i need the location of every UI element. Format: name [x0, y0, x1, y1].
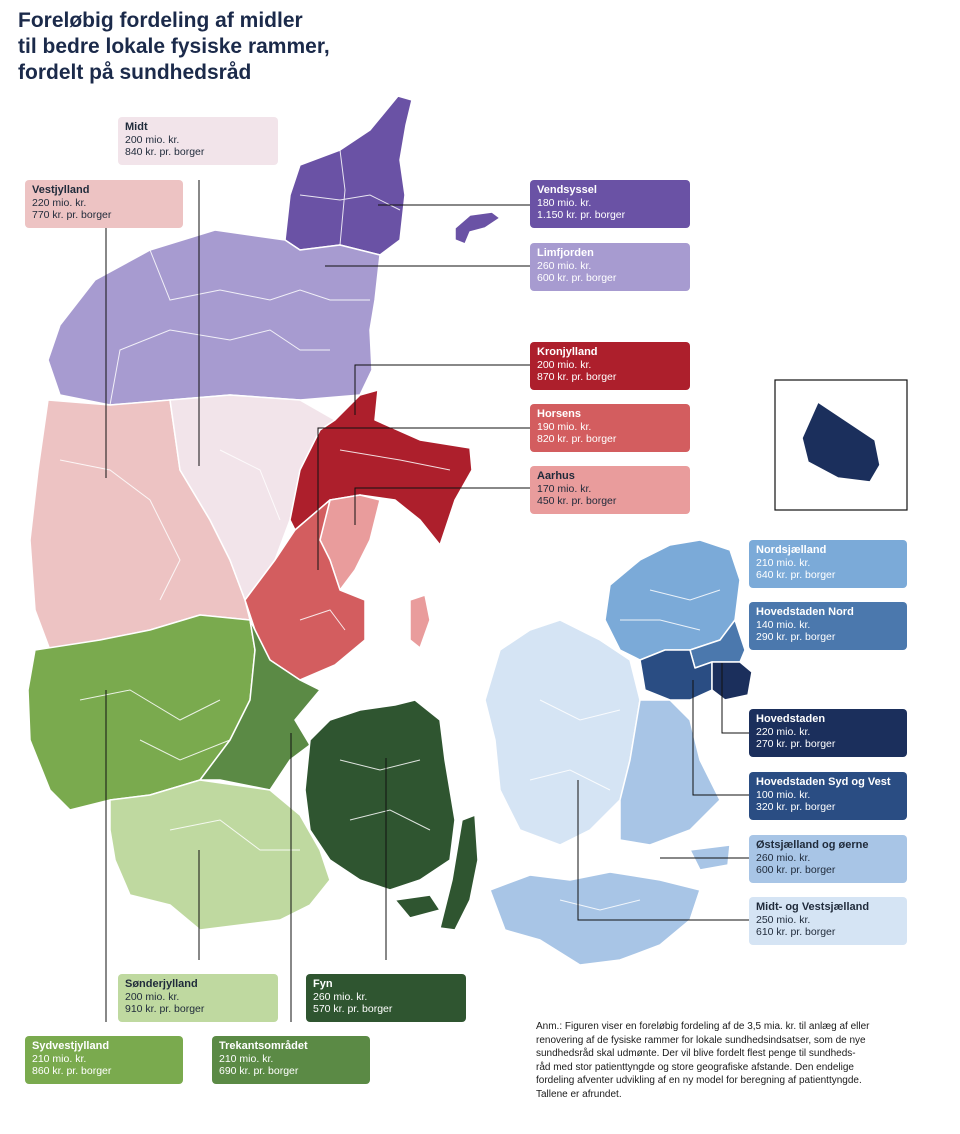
- label-hovedstaden: [749, 709, 907, 757]
- map-region-sonderjylland: [110, 780, 330, 930]
- region-per-citizen: 860 kr. pr. borger: [32, 1065, 112, 1077]
- region-amount: 210 mio. kr.: [32, 1052, 87, 1065]
- region-amount: 180 mio. kr.: [537, 196, 592, 209]
- map-region-midt-vestsjaelland: [485, 620, 640, 845]
- region-amount: 200 mio. kr.: [125, 990, 180, 1003]
- region-amount: 260 mio. kr.: [313, 990, 368, 1003]
- map-region-samso: [410, 595, 430, 648]
- region-amount: 200 mio. kr.: [125, 133, 180, 146]
- label-midt: [118, 117, 278, 165]
- footnote: [536, 1020, 928, 1101]
- region-per-citizen: 600 kr. pr. borger: [756, 864, 836, 876]
- footnote-line: råd med stor patienttyngde og store geografiske afstande. Den endelige: [536, 1061, 854, 1073]
- region-name: Østsjælland og øerne: [756, 839, 869, 851]
- region-name: Midt- og Vestsjælland: [756, 901, 870, 913]
- map-region-hovedstaden: [712, 662, 752, 700]
- map-region-aeroe: [395, 895, 440, 918]
- region-name: Limfjorden: [537, 247, 594, 259]
- region-name: Sønderjylland: [125, 978, 198, 990]
- label-horsens: [530, 404, 690, 452]
- map-region-lolland-falster: [490, 872, 700, 965]
- region-name: Horsens: [537, 408, 582, 420]
- region-name: Sydvestjylland: [32, 1040, 110, 1052]
- title-line: Foreløbig fordeling af midler: [18, 9, 303, 32]
- region-name: Nordsjælland: [756, 544, 827, 556]
- label-hovedstaden-syd-vest: [749, 772, 907, 820]
- label-trekantsomraadet: [212, 1036, 370, 1084]
- footnote-line: fordeling afventer udvikling af en ny model for beregning af patienttyngde.: [536, 1075, 862, 1086]
- region-name: Midt: [125, 121, 148, 133]
- region-name: Aarhus: [537, 470, 575, 482]
- region-per-citizen: 690 kr. pr. borger: [219, 1065, 299, 1077]
- region-per-citizen: 870 kr. pr. borger: [537, 371, 617, 383]
- footnote-line: Anm.: Figuren viser en foreløbig fordeling af de 3,5 mia. kr. til anlæg af eller: [536, 1021, 870, 1032]
- label-vestjylland: [25, 180, 183, 228]
- region-amount: 170 mio. kr.: [537, 482, 592, 495]
- footnote-line: renovering af de fysiske rammer for lokale sundhedsindsatser, som de nye: [536, 1034, 866, 1046]
- label-sydvestjylland: [25, 1036, 183, 1084]
- region-per-citizen: 450 kr. pr. borger: [537, 495, 617, 507]
- region-name: Trekantsområdet: [219, 1040, 308, 1052]
- footnote-line: sundhedsråd skal udmønte. Der vil blive fordelt flest penge til sundheds-: [536, 1048, 856, 1059]
- map-region-limfjorden: [48, 230, 380, 405]
- region-per-citizen: 570 kr. pr. borger: [313, 1003, 393, 1015]
- map-region-vendsyssel: [285, 96, 412, 255]
- region-per-citizen: 1.150 kr. pr. borger: [537, 209, 626, 221]
- label-sonderjylland: [118, 974, 278, 1022]
- region-per-citizen: 770 kr. pr. borger: [32, 209, 112, 221]
- region-amount: 210 mio. kr.: [219, 1052, 274, 1065]
- region-amount: 250 mio. kr.: [756, 913, 811, 926]
- region-name: Kronjylland: [537, 346, 598, 358]
- label-hovedstaden-nord: [749, 602, 907, 650]
- label-midt-vestsjaelland: [749, 897, 907, 945]
- region-amount: 140 mio. kr.: [756, 618, 811, 631]
- region-per-citizen: 640 kr. pr. borger: [756, 569, 836, 581]
- label-ostsjaelland: [749, 835, 907, 883]
- footnote-line: Tallene er afrundet.: [536, 1088, 622, 1100]
- region-name: Hovedstaden Nord: [756, 606, 854, 618]
- map-region-bornholm: [802, 402, 880, 482]
- region-per-citizen: 840 kr. pr. borger: [125, 146, 205, 158]
- region-name: Fyn: [313, 978, 333, 990]
- region-amount: 210 mio. kr.: [756, 556, 811, 569]
- region-name: Hovedstaden Syd og Vest: [756, 776, 891, 788]
- map-region-fyn: [305, 700, 455, 890]
- region-per-citizen: 600 kr. pr. borger: [537, 272, 617, 284]
- region-amount: 190 mio. kr.: [537, 420, 592, 433]
- region-per-citizen: 290 kr. pr. borger: [756, 631, 836, 643]
- label-limfjorden: [530, 243, 690, 291]
- region-per-citizen: 820 kr. pr. borger: [537, 433, 617, 445]
- label-vendsyssel: [530, 180, 690, 228]
- region-amount: 220 mio. kr.: [32, 196, 87, 209]
- region-name: Vendsyssel: [537, 184, 597, 196]
- region-per-citizen: 610 kr. pr. borger: [756, 926, 836, 938]
- map-region-laeso: [455, 212, 500, 244]
- label-nordsjaelland: [749, 540, 907, 588]
- region-name: Vestjylland: [32, 184, 90, 196]
- region-amount: 220 mio. kr.: [756, 725, 811, 738]
- region-per-citizen: 320 kr. pr. borger: [756, 801, 836, 813]
- title-line: til bedre lokale fysiske rammer,: [18, 35, 330, 58]
- region-amount: 260 mio. kr.: [537, 259, 592, 272]
- label-aarhus: [530, 466, 690, 514]
- region-amount: 260 mio. kr.: [756, 851, 811, 864]
- region-per-citizen: 910 kr. pr. borger: [125, 1003, 205, 1015]
- region-name: Hovedstaden: [756, 713, 826, 725]
- region-amount: 200 mio. kr.: [537, 358, 592, 371]
- label-fyn: [306, 974, 466, 1022]
- region-amount: 100 mio. kr.: [756, 788, 811, 801]
- label-kronjylland: [530, 342, 690, 390]
- title-line: fordelt på sundhedsråd: [18, 61, 252, 84]
- region-per-citizen: 270 kr. pr. borger: [756, 738, 836, 750]
